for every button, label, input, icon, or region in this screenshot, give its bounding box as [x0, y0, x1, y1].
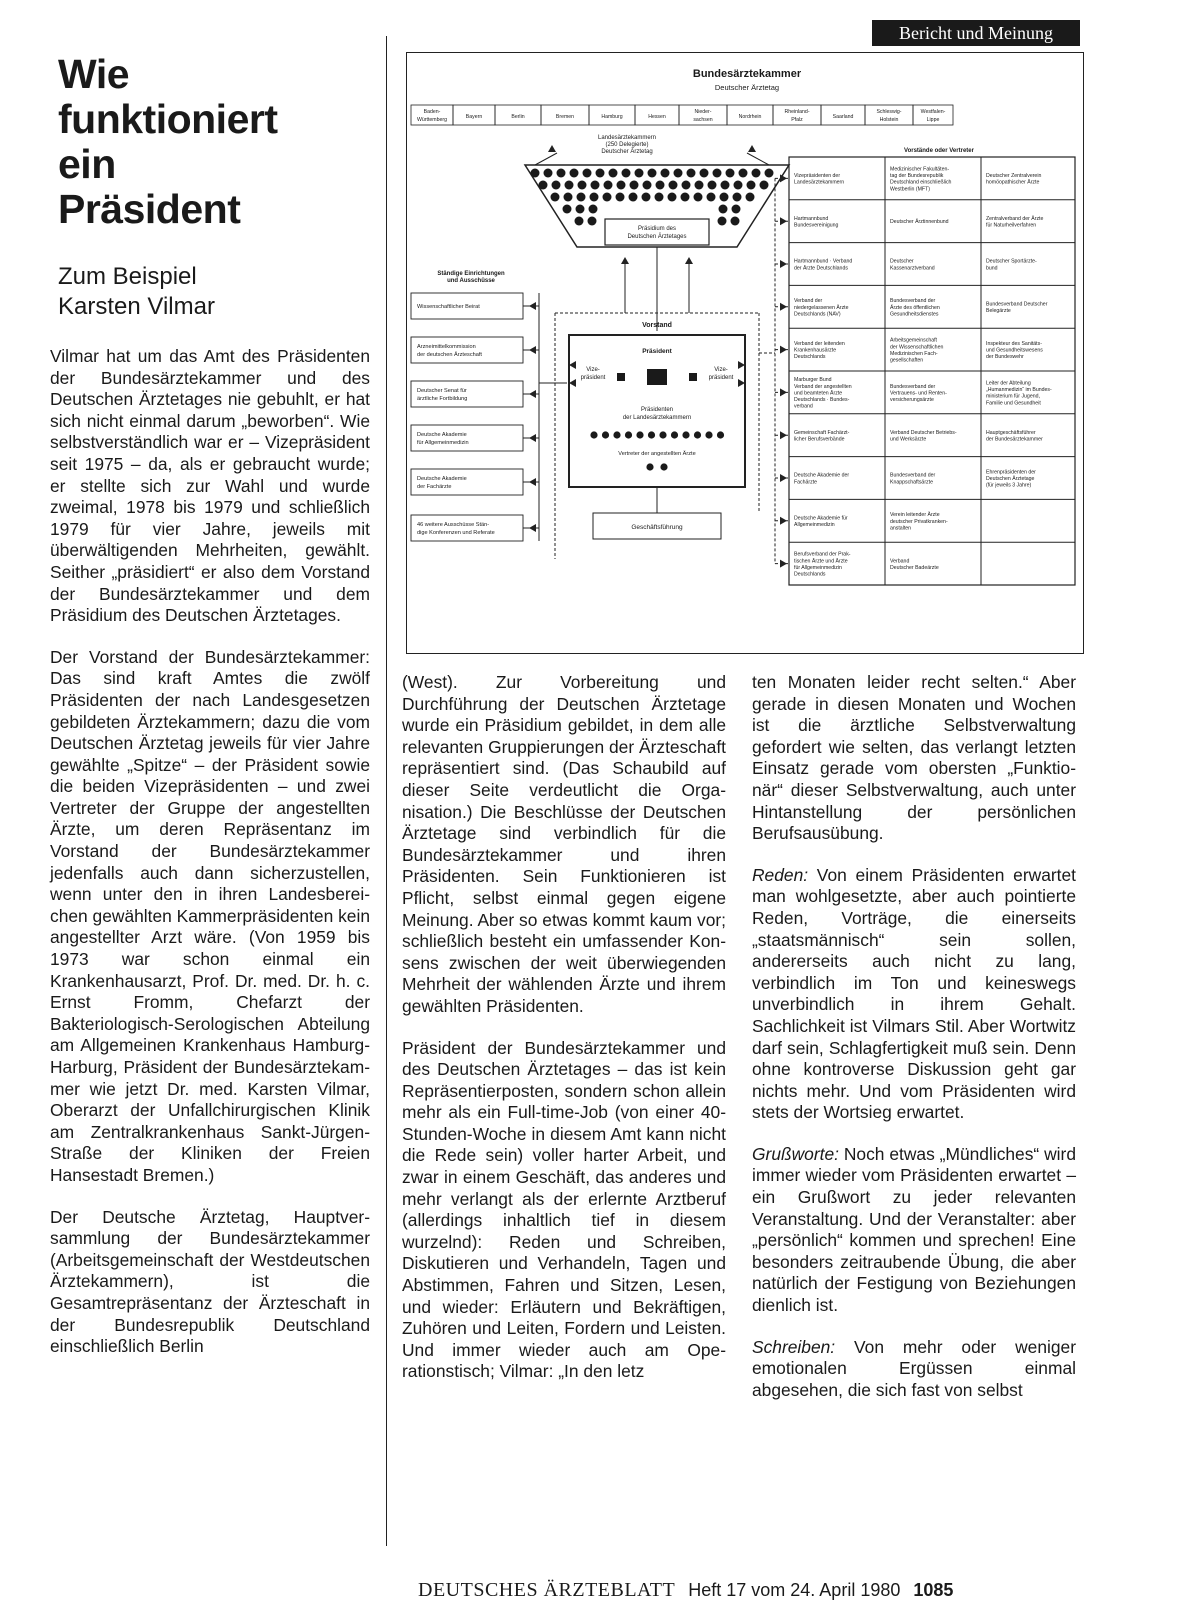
- text-column-1: [50, 346, 370, 1378]
- assembly-label: Deutscher Ärztetag: [601, 149, 653, 155]
- state-chamber-label: Westfalen-: [920, 109, 946, 115]
- delegate-dot: [609, 169, 618, 178]
- state-chamber-label: Saarland: [832, 114, 854, 120]
- organization-label: Vertrauens- und Renten-: [890, 390, 947, 397]
- delegate-dot: [565, 181, 574, 190]
- committee-box: [411, 337, 523, 363]
- organization-label: und beamteten Ärzte: [794, 390, 843, 397]
- organization-label: Gesundheitsdienstes: [890, 311, 939, 318]
- organization-label: Bundesverband der: [890, 472, 936, 479]
- praesidium-box: [605, 219, 709, 245]
- delegate-dot: [642, 193, 651, 202]
- organization-label: Berufsverband der Prak-: [794, 551, 851, 558]
- assembly-label: (250 Delegierte): [605, 142, 649, 148]
- connector-line: [747, 153, 769, 165]
- organization-label: Deutsche Akademie der: [794, 472, 850, 479]
- page-number: 1085: [913, 1580, 954, 1600]
- state-chamber-label: Hessen: [648, 114, 666, 120]
- organization-label: gesellschaften: [890, 357, 924, 364]
- employed-doctor-dot: [646, 463, 653, 470]
- state-chamber-label: Nieder-: [694, 109, 712, 115]
- organization-label: Bundesverband der: [890, 298, 936, 305]
- praesidium-label: Deutschen Ärztetages: [627, 234, 687, 240]
- delegate-dot: [539, 181, 548, 190]
- paragraph: [752, 1337, 1076, 1402]
- committee-box: [411, 381, 523, 407]
- delegate-dot: [578, 181, 587, 190]
- paragraph: ten Monaten leider recht selten.“ Aber gerade in diesen Monaten und Wochen ist die ärztliche Selbstverwaltung gefordert wie selten, das verlangt letzten Einsatz gerade vom obersten „Funktionär“ dieser Selbstverwaltung, auch unter Hintanstellung der persönlichen Berufsausübung.: [752, 672, 1076, 844]
- delegate-dot: [732, 205, 741, 214]
- organization-label: Landesärztekammern: [794, 179, 845, 186]
- org-chart-canvas: [407, 53, 1083, 653]
- delegate-dot: [687, 169, 696, 178]
- delegate-dot: [655, 193, 664, 202]
- delegate-dot: [551, 193, 560, 202]
- chamber-president-dot: [682, 431, 689, 438]
- arrow-icon: [548, 145, 556, 152]
- chamber-president-dot: [717, 431, 724, 438]
- organization-label: Fachärzte: [794, 479, 818, 486]
- organization-label: „Humanmedizin“ im Bundes-: [986, 387, 1052, 394]
- delegate-dot: [604, 181, 613, 190]
- arrow-icon: [569, 379, 576, 387]
- paragraph: [752, 1144, 1076, 1317]
- organization-label: Deutschlands · Bundes-: [794, 397, 850, 403]
- delegate-dot: [570, 169, 579, 178]
- arrow-icon: [780, 346, 787, 354]
- committee-label: Wissenschaftlicher Beirat: [417, 304, 480, 310]
- delegate-dot: [700, 169, 709, 178]
- state-chamber-label: Nordrhein: [738, 114, 762, 120]
- delegate-dot: [590, 193, 599, 202]
- arrow-icon: [780, 303, 787, 311]
- paragraph: Präsident der Bundesärztekammer und des Deutschen Ärztetages – das ist kein Repräsentierposten, sondern schon allein mehr als ein Full-time-Job (von einer 40-Stunden-Woche in diesem Amt kann nicht die Rede sein) voller harter Arbeit, und zwar in einem Geschäft, das anderes und mehr verlangt als der erlernte Arztberuf (allerdings inhaltlich tief in diesem wurzelnd): Reden und Schreiben, Diskutieren und Verhandeln, Tagen und Abstimmen, Fahren und Sitzen, Lesen, und wieder: Erläutern und Bekräftigen, Zuhören und Leiten, Fordern und Leisten. Und immer wieder auch am Operationstisch; Vilmar: „In den letz: [402, 1037, 726, 1382]
- organization-label: Deutschen Ärztetage: [986, 476, 1035, 482]
- issue-info: Heft 17 vom 24. April 1980: [688, 1580, 901, 1600]
- column-divider: [386, 36, 387, 1546]
- connector-line: [535, 153, 557, 165]
- delegate-dot: [552, 181, 561, 190]
- arrow-icon: [780, 174, 787, 182]
- delegate-dot: [708, 181, 717, 190]
- organization-label: der Bundeswehr: [986, 354, 1024, 361]
- organization-label: Zentralverband der Ärzte: [986, 215, 1044, 222]
- committee-label: Arzneimittelkommission: [417, 344, 476, 350]
- organization-label: licher Berufsverbände: [794, 436, 845, 443]
- subheadline-line: Karsten Vilmar: [58, 293, 215, 320]
- arrow-icon: [780, 431, 787, 439]
- organization-label: Westberlin (MFT): [890, 186, 930, 193]
- state-chamber-label: Baden-: [423, 109, 441, 115]
- journal-name: DEUTSCHES ÄRZTEBLATT: [418, 1579, 676, 1601]
- delegate-dot: [576, 205, 585, 214]
- chamber-president-dot: [590, 431, 597, 438]
- organization-label: Verband der angestellten: [794, 383, 852, 390]
- organization-label: für Allgemeinmedizin: [794, 564, 842, 571]
- delegate-dot: [596, 169, 605, 178]
- vice-president-label: präsident: [708, 375, 734, 381]
- text-column-2: [402, 672, 726, 1403]
- left-column-header: und Ausschüsse: [447, 278, 495, 284]
- organization-label: Verband der: [794, 298, 823, 305]
- employed-doctor-dot: [660, 463, 667, 470]
- delegate-dot: [731, 217, 740, 226]
- organization-chart: [406, 52, 1084, 654]
- arrow-icon: [529, 524, 536, 532]
- state-chamber-label: Berlin: [511, 114, 525, 120]
- delegate-dot: [575, 217, 584, 226]
- organization-label: Bundesvereinigung: [794, 222, 839, 229]
- chamber-president-dot: [636, 431, 643, 438]
- paragraph: Der Deutsche Ärztetag, Hauptversammlung der Bundesärztekammer (Arbeitsgemeinschaft der Westdeutschen Ärztekammern), ist die Gesamtrepräsentanz der Ärzteschaft in der Bundesrepublik Deutschland einschließlich Berlin: [50, 1206, 370, 1357]
- organization-label: Krankenhausärzte: [794, 347, 837, 354]
- vice-president-square: [617, 373, 625, 381]
- left-column-header: Ständige Einrichtungen: [437, 271, 505, 277]
- committee-box: [411, 425, 523, 451]
- organization-label: für Naturheilverfahren: [986, 222, 1037, 229]
- arrow-icon: [529, 346, 536, 354]
- delegate-dot: [648, 169, 657, 178]
- delegate-dot: [718, 217, 727, 226]
- organization-label: tag der Bundesrepublik: [890, 173, 944, 180]
- arrow-icon: [748, 145, 756, 152]
- organization-label: Ärzte des öffentlichen: [890, 304, 940, 311]
- organization-label: Verband: [890, 558, 910, 565]
- delegate-dot: [682, 181, 691, 190]
- chamber-president-dot: [625, 431, 632, 438]
- arrow-icon: [738, 361, 745, 369]
- paragraph-text: Von mehr oder weniger emotionalen Ergüssen einmal abgesehen, die sich fast von selbst: [752, 1336, 1076, 1400]
- chamber-presidents-label: der Landesärztekammern: [622, 415, 692, 421]
- delegate-dot: [668, 193, 677, 202]
- arrow-icon: [780, 560, 787, 568]
- state-chamber-label: Württemberg: [417, 117, 447, 123]
- delegate-dot: [720, 193, 729, 202]
- section-label: Bericht und Meinung: [872, 20, 1080, 46]
- arrow-icon: [569, 361, 576, 369]
- delegate-dot: [765, 169, 774, 178]
- chamber-president-dot: [705, 431, 712, 438]
- organization-label: Deutscher Zentralverein: [986, 173, 1042, 180]
- delegate-dot: [617, 181, 626, 190]
- organization-label: der Bundesärztekammer: [986, 436, 1043, 443]
- arrow-icon: [529, 302, 536, 310]
- organization-label: Ehrenpräsidenten der: [986, 469, 1036, 476]
- text-column-3: [752, 672, 1076, 1421]
- arrow-icon: [529, 478, 536, 486]
- delegate-dot: [643, 181, 652, 190]
- organization-label: verband: [794, 403, 813, 410]
- organization-label: bund: [986, 265, 998, 272]
- delegate-dot: [531, 169, 540, 178]
- organization-label: homöopathischer Ärzte: [986, 179, 1040, 186]
- delegate-dot: [674, 169, 683, 178]
- management-label: Geschäftsführung: [631, 524, 683, 531]
- organization-label: Vizepräsidenten der: [794, 173, 841, 180]
- delegate-dot: [694, 193, 703, 202]
- committee-box: [411, 469, 523, 495]
- paragraph-text: Von einem Präsidenten erwartet man wohlgesetzte, aber auch pointierte Reden, Vorträge, die einerseits „staatsmännisch“ sein sollen, andererseits auch nicht zu lang, verbindlich im Ton und keineswegs unverbindlich in ihrem Gehalt. Sachlichkeit ist Vilmars Stil. Aber Wortwitz darf sein, Schlagfertigkeit muß sein. Denn ohne kontroverse Diskussion geht gar nichts mehr. Und vom Präsidenten wird stets der Wortsieg erwartet.: [752, 864, 1076, 1123]
- delegate-dot: [629, 193, 638, 202]
- organization-label: deutscher Privatkranken-: [890, 518, 948, 525]
- organization-label: Bundesverband der: [890, 383, 936, 390]
- committee-label: der Fachärzte: [417, 484, 452, 490]
- organization-label: Deutscher Badeärzte: [890, 564, 939, 571]
- organization-label: tischen Ärzte und Ärzte: [794, 558, 848, 565]
- organization-label: Leiter der Abteilung: [986, 380, 1031, 387]
- delegate-dot: [726, 169, 735, 178]
- paragraph: [752, 865, 1076, 1124]
- organization-label: der Wissenschaftlichen: [890, 344, 944, 351]
- vice-president-label: Vize-: [714, 367, 728, 373]
- chamber-president-dot: [602, 431, 609, 438]
- organization-label: und Gesundheitswesens: [986, 347, 1043, 354]
- delegate-dot: [630, 181, 639, 190]
- delegate-dot: [616, 193, 625, 202]
- delegate-dot: [557, 169, 566, 178]
- delegate-dot: [661, 169, 670, 178]
- delegate-dot: [707, 193, 716, 202]
- state-chamber-label: sachsen: [693, 117, 713, 123]
- organization-label: Verein leitender Ärzte: [890, 512, 940, 519]
- vice-president-label: präsident: [580, 375, 606, 381]
- delegate-dot: [563, 205, 572, 214]
- praesidium-label: Präsidium des: [637, 226, 677, 232]
- president-square: [647, 369, 667, 385]
- headline-line: ein: [58, 141, 116, 187]
- chamber-president-dot: [659, 431, 666, 438]
- organization-label: Deutschlands (NAV): [794, 311, 841, 318]
- arrow-icon: [780, 217, 787, 225]
- delegate-dot: [713, 169, 722, 178]
- organization-label: Knappschaftsärzte: [890, 479, 933, 486]
- delegate-dot: [635, 169, 644, 178]
- organization-label: Allgemeinmedizin: [794, 522, 835, 529]
- arrow-icon: [529, 390, 536, 398]
- headline-line: funktioniert: [58, 96, 278, 142]
- organization-label: Deutscher Ärztinnenbund: [890, 219, 949, 226]
- arrow-icon: [685, 257, 693, 264]
- delegate-dot: [719, 205, 728, 214]
- paragraph: Der Vorstand der Bundesärztekammer: Das sind kraft Amtes die zwölf Präsidenten der nach Landesgesetzen gebildeten Ärztekammern; dazu die vom Deutschen Ärztetag jeweils für vier Jahre gewählte „Spitze“ – der Präsident sowie die beiden Vizepräsidenten – und zwei Vertreter der Gruppe der angestellten Ärzte, um deren Repräsentanz im Vorstand der Bundesärztekammer jedenfalls auch dann sicherzustellen, wenn unter den in ihren Landesbereichen gewählten Kammerpräsidenten kein angestellter Arzt wäre. (Von 1959 bis 1973 war schon einmal ein Krankenhausarzt, Prof. Dr. med. Dr. h. c. Ernst Fromm, Chefarzt der Bakteriologisch-Serologischen Abteilung am Allgemeinen Krankenhaus Hamburg-Harburg, Präsident der Bundesärztekammer wie jetzt Dr. med. Karsten Vilmar, Oberarzt der Unfallchirurgischen Klinik am Zentralkrankenhaus Sankt-Jürgen-Straße der Kliniken der Freien Hansestadt Bremen.): [50, 646, 370, 1185]
- organization-label: (für jeweils 3 Jahre): [986, 482, 1032, 489]
- organization-label: Familie und Gesundheit: [986, 400, 1041, 407]
- organization-label: Verband der leitenden: [794, 341, 845, 347]
- delegate-dot: [588, 217, 597, 226]
- organization-label: Hauptgeschäftsführer: [986, 429, 1036, 436]
- organization-label: Deutschlands: [794, 571, 826, 578]
- organization-label: Medizinischer Fakultäten-: [890, 166, 950, 173]
- delegate-dot: [656, 181, 665, 190]
- organization-label: Deutscher: [890, 258, 914, 265]
- delegate-dot: [746, 193, 755, 202]
- organization-label: Deutsche Akademie für: [794, 515, 848, 522]
- paragraph: Vilmar hat um das Amt des Präsidenten der Bundesärztekammer und des Deutschen Ärztetages nie gebuhlt, er hat sich nicht einmal darum „beworben“. Wie selbstverständlich war er – Vizepräsident seit 1975 – da, als er gebraucht wurde; er stellte sich zur Wahl und wurde zweimal, 1978 bis 1979 und schließlich 1979 für vier Jahre, jeweils mit überwältigenden Mehrheiten, gewählt. Seither „präsidiert“ er also dem Vorstand der Bundesärztekammer und dem Präsidium des Deutschen Ärztetages.: [50, 346, 370, 626]
- arrow-icon: [738, 379, 745, 387]
- organization-label: Deutscher Sportärzte-: [986, 258, 1037, 265]
- delegate-dot: [739, 169, 748, 178]
- chamber-presidents-label: Präsidenten: [640, 407, 674, 413]
- keyword: Reden:: [752, 864, 809, 885]
- delegate-dot: [577, 193, 586, 202]
- organization-label: Medizinischen Fach-: [890, 350, 938, 357]
- delegate-dot: [760, 181, 769, 190]
- arrow-icon: [780, 388, 787, 396]
- state-chamber-label: Rheinland-: [784, 109, 810, 115]
- organization-label: Hartmannbund: [794, 215, 829, 222]
- state-chamber-label: Schleswig-: [876, 109, 902, 115]
- delegate-dot: [747, 181, 756, 190]
- organization-label: Bundesverband Deutscher: [986, 301, 1048, 308]
- committee-label: Deutsche Akademie: [417, 432, 467, 438]
- chamber-president-dot: [613, 431, 620, 438]
- delegate-dot: [589, 205, 598, 214]
- organization-label: Belegärzte: [986, 308, 1011, 315]
- committee-label: 46 weitere Ausschüsse Stän-: [417, 522, 490, 528]
- delegate-dot: [734, 181, 743, 190]
- delegate-dot: [603, 193, 612, 202]
- delegate-dot: [564, 193, 573, 202]
- organization-label: Deutschland einschließlich: [890, 179, 952, 186]
- organization-label: Marburger Bund: [794, 377, 832, 384]
- committee-label: der deutschen Ärzteschaft: [417, 352, 482, 358]
- diagram-title: Bundesärztekammer: [692, 68, 802, 80]
- delegate-dot: [752, 169, 761, 178]
- organization-label: versicherungsärzte: [890, 397, 934, 403]
- delegate-dot: [544, 169, 553, 178]
- delegate-dot: [591, 181, 600, 190]
- organization-label: Verband Deutscher Betriebs-: [890, 429, 957, 436]
- delegate-dot: [681, 193, 690, 202]
- committee-label: für Allgemeinmedizin: [417, 440, 469, 446]
- state-chamber-label: Hamburg: [601, 114, 623, 120]
- delegate-dot: [669, 181, 678, 190]
- organization-label: Arbeitsgemeinschaft: [890, 337, 937, 344]
- organization-label: Deutschlands: [794, 354, 826, 361]
- headline-line: Wie: [58, 51, 130, 97]
- keyword: Schreiben:: [752, 1336, 836, 1357]
- keyword: Grußworte:: [752, 1143, 839, 1164]
- headline: [58, 52, 358, 232]
- vorstand-label: Vorstand: [642, 322, 672, 329]
- diagram-subtitle: Deutscher Ärztetag: [714, 83, 780, 92]
- chamber-president-dot: [671, 431, 678, 438]
- organization-label: niedergelassenen Ärzte: [794, 304, 849, 311]
- arrow-icon: [780, 517, 787, 525]
- arrow-icon: [621, 257, 629, 264]
- state-chamber-label: Lippe: [926, 117, 940, 123]
- arrow-icon: [780, 260, 787, 268]
- page-footer: [418, 1576, 1080, 1604]
- chamber-president-dot: [694, 431, 701, 438]
- chamber-president-dot: [648, 431, 655, 438]
- paragraph: (West). Zur Vorbereitung und Durchführung der Deutschen Ärztetage wurde ein Präsidium gebildet, in dem alle relevanten Gruppierungen der Ärzteschaft repräsentiert sind. (Das Schaubild auf dieser Seite verdeutlicht die Organisation.) Die Beschlüsse der Deutschen Ärztetage sind verbindlich für die Bundesärztekammer und ihren Präsidenten. Sein Funktionieren ist Pflicht, selbst einmal gegen eigene Meinung. Aber so etwas kommt kaum vor; schließlich besteht ein umfassender Konsens zwischen der weit überwiegenden Mehrheit der wählenden Ärzte und ihrem gewählten Präsidenten.: [402, 672, 726, 1016]
- organization-label: ministerium für Jugend,: [986, 393, 1040, 400]
- assembly-label: Landesärztekammern: [597, 135, 657, 141]
- right-table-header: Vorstände oder Vertreter: [904, 148, 974, 154]
- organization-label: Kassenarztverband: [890, 265, 935, 272]
- president-label: Präsident: [642, 348, 672, 355]
- state-chamber-label: Bayern: [465, 114, 483, 120]
- delegate-dot: [733, 193, 742, 202]
- state-chamber-label: Bremen: [555, 114, 575, 120]
- headline-line: Präsident: [58, 186, 241, 232]
- vice-president-square: [689, 373, 697, 381]
- organization-label: und Werksärzte: [890, 436, 927, 443]
- organization-label: Inspekteur des Sanitäts-: [986, 341, 1042, 347]
- organization-label: Hartmannbund · Verband: [794, 258, 853, 265]
- organization-label: anstalten: [890, 525, 912, 532]
- committee-box: [411, 515, 523, 541]
- committee-label: dige Konferenzen und Referate: [417, 530, 495, 536]
- committee-label: Deutscher Senat für: [417, 388, 467, 394]
- delegate-dot: [583, 169, 592, 178]
- committee-label: ärztliche Fortbildung: [417, 396, 468, 402]
- state-chamber-label: Pfalz: [791, 117, 803, 123]
- arrow-icon: [529, 434, 536, 442]
- delegate-dot: [721, 181, 730, 190]
- organization-label: der Ärzte Deutschlands: [794, 265, 848, 272]
- subheadline: [58, 262, 358, 322]
- committee-label: Deutsche Akademie: [417, 476, 467, 482]
- vice-president-label: Vize-: [586, 367, 600, 373]
- arrow-icon: [780, 474, 787, 482]
- subheadline-line: Zum Beispiel: [58, 263, 197, 290]
- delegate-dot: [695, 181, 704, 190]
- delegate-dot: [622, 169, 631, 178]
- employed-doctors-label: Vertreter der angestellten Ärzte: [618, 451, 696, 457]
- paragraph-text: Noch etwas „Mündliches“ wird immer wieder vom Präsidenten erwartet – ein Grußwort zu jeder relevanten Veranstaltung. Und der Veranstalter: aber „persönlich“ kommen und sprechen! Eine besonders zeitraubende Übung, die aber natürlich der Festigung von Beziehungen dienlich ist.: [752, 1143, 1076, 1316]
- state-chamber-label: Holstein: [879, 117, 899, 123]
- organization-label: Gemeinschaft Fachärzt-: [794, 429, 850, 436]
